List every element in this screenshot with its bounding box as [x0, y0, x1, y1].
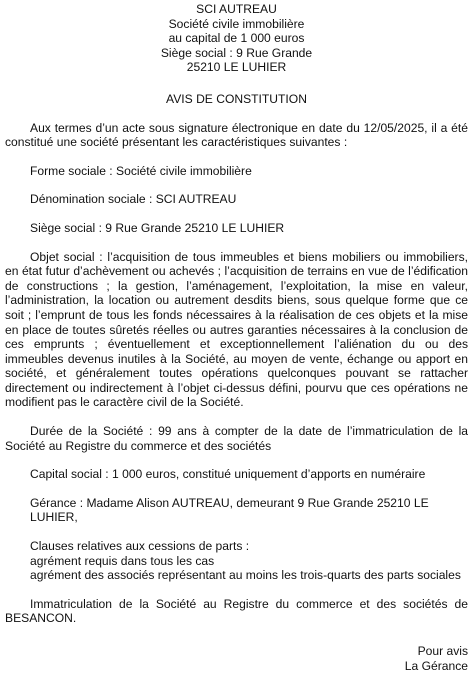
clauses-block [5, 539, 468, 583]
capital-social: Capital social : 1 000 euros, constitué uniquement d’apports en numéraire [30, 467, 426, 482]
company-address: Siège social : 9 Rue Grande [160, 45, 313, 60]
gerance: Gérance : Madame Alison AUTREAU, demeurant 9 Rue Grande 25210 LE LUHIER, [30, 495, 429, 525]
company-header [5, 2, 468, 75]
notice-title: AVIS DE CONSTITUTION [166, 91, 307, 106]
clauses-title: Clauses relatives aux cessions de parts : [30, 539, 250, 554]
forme-sociale: Forme sociale : Société civile immobilière [30, 163, 252, 178]
signature-line-2: La Gérance [404, 658, 468, 673]
immatriculation: Immatriculation de la Société au Registre du commerce et des sociétés de BESANCON. [5, 596, 468, 626]
duree-societe: Durée de la Société : 99 ans à compter de la date de l’immatriculation de la Société au Registre du commerce et des sociétés [5, 424, 468, 453]
company-city: 25210 LE LUHIER [186, 60, 287, 75]
clauses-line-2: agrément des associés représentant au moins les trois-quarts des parts sociales [30, 568, 461, 583]
signature-line-1: Pour avis [417, 644, 468, 658]
company-capital: au capital de 1 000 euros [168, 31, 305, 46]
objet-social: Objet social : l’acquisition de tous immeubles et biens mobiliers ou immobiliers, en état futur d’achèvement ou achevés ; l’acquisition de terrains en vue de l’édification de constructions ; la gestion, l’aménagement, l’exploitation, la mise en valeur, l’administration, la location ou autrement desdits biens, sous quelque forme que ce soit ; l’emprunt de tous les fonds nécessaires à la réalisation de ces objets et la mise en place de toutes sûretés réelles ou autres garanties nécessaires à la conclusion de ces emprunts ; éventuellement et exceptionnellement l’aliénation du ou des immeubles devenus inutiles à la Société, au moyen de vente, échange ou apport en société, et généralement toutes opérations quelconques pouvant se rattacher directement ou indirectement à l’objet ci-dessus défini, pourvu que ces opérations ne modifient pas le caractère civil de la Société. [5, 249, 468, 410]
siege-social: Siège social : 9 Rue Grande 25210 LE LUHIER [30, 220, 285, 235]
company-name: SCI AUTREAU [196, 2, 277, 16]
signature-block [5, 644, 468, 673]
intro-paragraph: Aux termes d’un acte sous signature électronique en date du 12/05/2025, il a été constitué une société présentant les caractéristiques suivantes : [5, 120, 468, 150]
company-type: Société civile immobilière [168, 16, 305, 31]
clauses-line-1: agrément requis dans tous les cas [30, 553, 215, 568]
denomination-sociale: Dénomination sociale : SCI AUTREAU [30, 192, 237, 207]
